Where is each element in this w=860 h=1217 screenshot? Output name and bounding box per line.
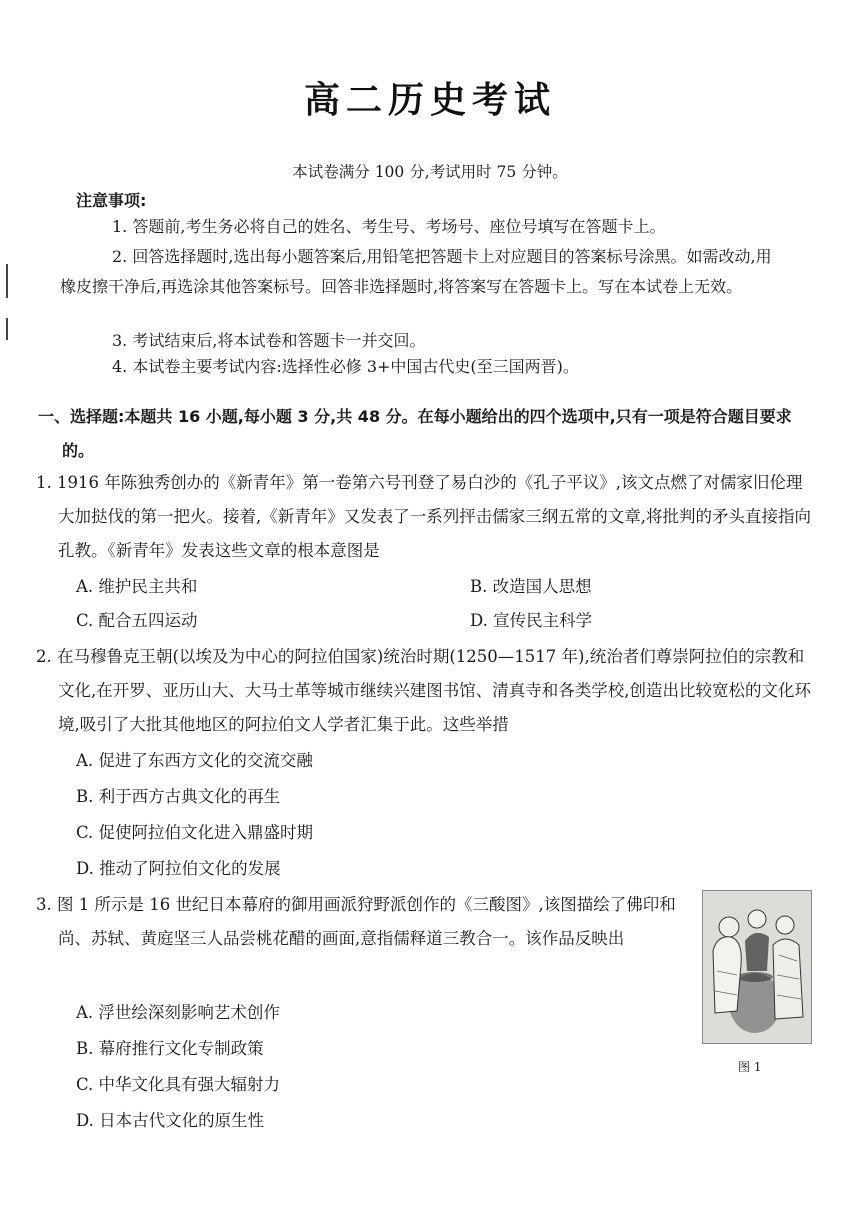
section-heading [38, 400, 818, 468]
figure-1-painting [702, 890, 812, 1044]
margin-mark [6, 318, 8, 340]
option-d[interactable]: D. 推动了阿拉伯文化的发展 [76, 859, 281, 878]
note-item-3: 3. 考试结束后,将本试卷和答题卡一并交回。 [112, 331, 426, 350]
question-stem: 2. 在马穆鲁克王朝(以埃及为中心的阿拉伯国家)统治时期(1250—1517 年),统治者们尊崇阿拉伯的宗教和文化,在开罗、亚历山大、大马士革等城市继续兴建图书馆、清真寺和各类学校,创造出比较宽松的文化环境,吸引了大批其他地区的阿拉伯文人学者汇集于此。这些举措 [36, 647, 811, 734]
painting-illustration [703, 891, 811, 1043]
option-a[interactable]: A. 浮世绘深刻影响艺术创作 [76, 1003, 280, 1022]
option-b[interactable]: B. 改造国人思想 [470, 577, 592, 596]
section-heading-text: 一、选择题:本题共 16 小题,每小题 3 分,共 48 分。在每小题给出的四个选项中,只有一项是符合题目要求的。 [38, 407, 792, 460]
note-item-2: 2. 回答选择题时,选出每小题答案后,用铅笔把答题卡上对应题目的答案标号涂黑。如需改动,用橡皮擦干净后,再选涂其他答案标号。回答非选择题时,将答案写在答题卡上。写在本试卷上无效。 [60, 247, 772, 296]
option-c[interactable]: C. 促使阿拉伯文化进入鼎盛时期 [76, 823, 314, 842]
question-3 [36, 888, 686, 956]
figure-caption: 图 1 [738, 1060, 762, 1074]
option-d[interactable]: D. 宣传民主科学 [470, 611, 593, 630]
exam-subtitle: 本试卷满分 100 分,考试用时 75 分钟。 [292, 163, 568, 181]
exam-title: 高二历史考试 [303, 80, 556, 121]
note-item-1: 1. 答题前,考生务必将自己的姓名、考生号、考场号、座位号填写在答题卡上。 [112, 217, 666, 236]
option-c[interactable]: C. 配合五四运动 [76, 611, 198, 630]
option-c[interactable]: C. 中华文化具有强大辐射力 [76, 1075, 281, 1094]
question-stem: 1. 1916 年陈独秀创办的《新青年》第一卷第六号刊登了易白沙的《孔子平议》,该文点燃了对儒家旧伦理大加挞伐的第一把火。接着,《新青年》又发表了一系列抨击儒家三纲五常的文章,将批判的矛头直接指向孔教。《新青年》发表这些文章的根本意图是 [36, 473, 811, 560]
question-2 [36, 640, 816, 742]
question-stem: 3. 图 1 所示是 16 世纪日本幕府的御用画派狩野派创作的《三酸图》,该图描绘了佛印和尚、苏轼、黄庭坚三人品尝桃花醋的画面,意指儒释道三教合一。该作品反映出 [36, 895, 676, 948]
notes-heading: 注意事项: [76, 191, 147, 210]
option-d[interactable]: D. 日本古代文化的原生性 [76, 1111, 265, 1130]
note-item-4: 4. 本试卷主要考试内容:选择性必修 3+中国古代史(至三国两晋)。 [112, 357, 579, 376]
question-1 [36, 466, 816, 568]
option-b[interactable]: B. 利于西方古典文化的再生 [76, 787, 281, 806]
option-b[interactable]: B. 幕府推行文化专制政策 [76, 1039, 264, 1058]
margin-mark [6, 264, 8, 298]
option-a[interactable]: A. 维护民主共和 [76, 577, 198, 596]
option-a[interactable]: A. 促进了东西方文化的交流交融 [76, 751, 313, 770]
